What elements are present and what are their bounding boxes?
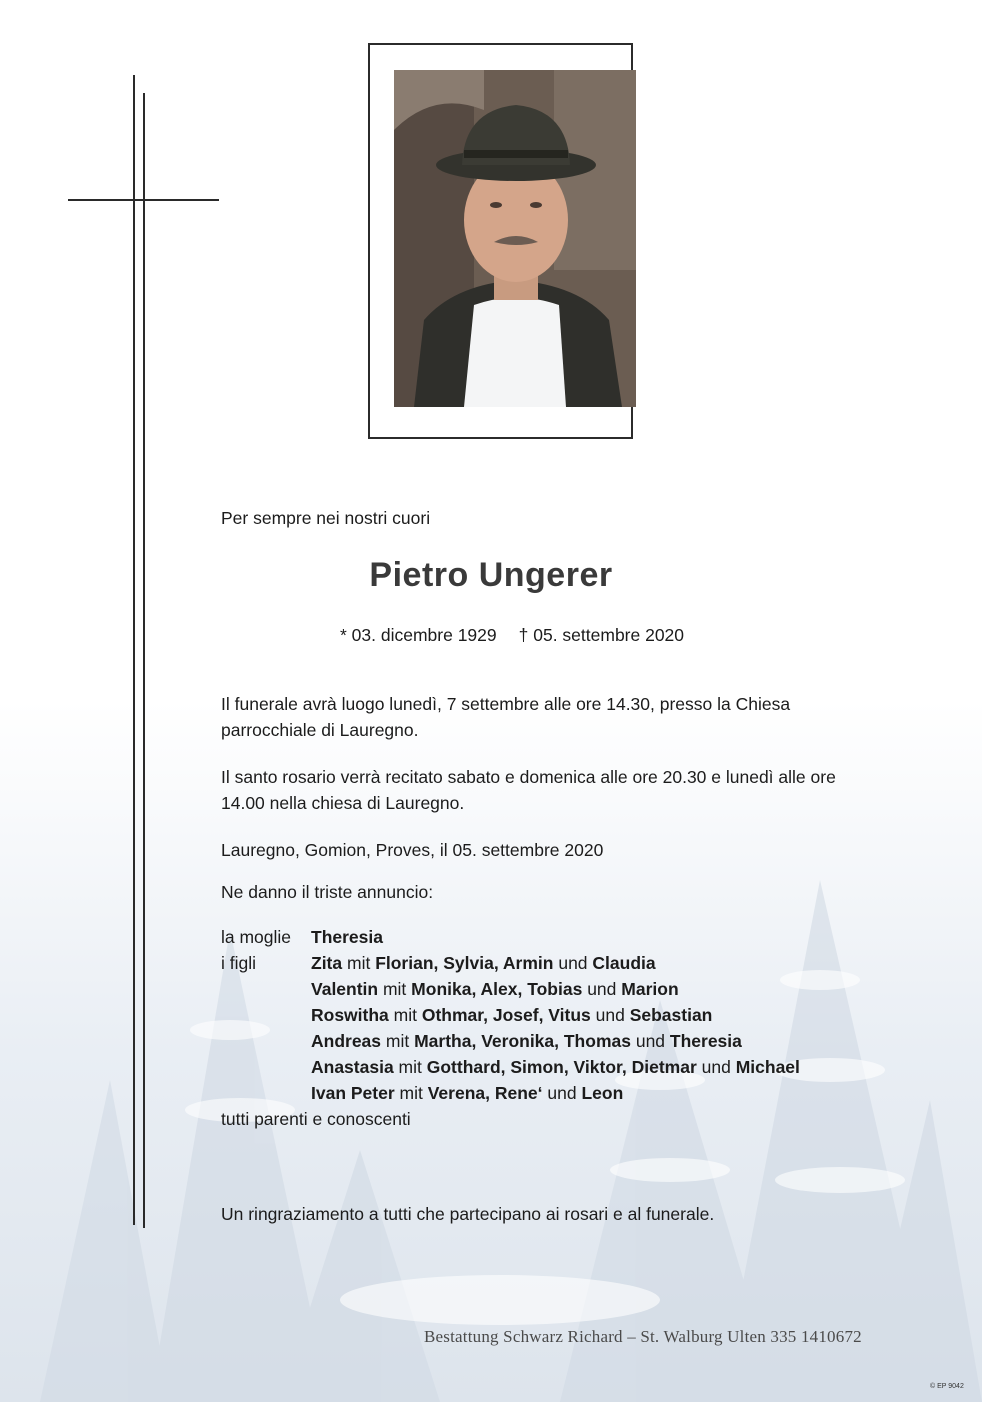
wife-name: Theresia: [311, 927, 383, 947]
children-label-spacer: [221, 1080, 311, 1106]
family-connector: mit: [394, 1083, 428, 1103]
family-name-bold: Monika, Alex, Tobias: [411, 979, 583, 999]
children-label: i figli: [221, 953, 257, 973]
birth-date: * 03. dicembre 1929: [340, 625, 497, 645]
family-connector: und: [542, 1083, 582, 1103]
children-label-spacer: [221, 1054, 311, 1080]
family-row-child: [221, 1080, 800, 1106]
family-name-bold: Zita: [311, 953, 343, 973]
family-name-bold: Claudia: [592, 953, 656, 973]
cross-vertical-line-inner: [143, 93, 145, 1228]
family-connector: mit: [388, 1005, 422, 1025]
rosary-paragraph: Il santo rosario verrà recitato sabato e domenica alle ore 20.30 e lunedì alle ore 14.00 nella chiesa di Lauregno.: [221, 767, 836, 813]
family-list: [221, 924, 800, 1132]
family-name-bold: Florian, Sylvia, Armin: [375, 953, 554, 973]
family-name-bold: Roswitha: [311, 1005, 389, 1025]
child-family-names: [311, 1002, 712, 1028]
memorial-motto: Per sempre nei nostri cuori: [221, 508, 431, 528]
family-name-bold: Theresia: [669, 1031, 742, 1051]
child-family-names: [311, 1054, 800, 1080]
family-connector: mit: [342, 953, 376, 973]
family-connector: und: [590, 1005, 630, 1025]
family-name-bold: Marion: [621, 979, 679, 999]
family-connector: und: [582, 979, 622, 999]
announcement-line: Ne danno il triste annuncio:: [221, 882, 434, 902]
child-family-names: [311, 1028, 742, 1054]
undertaker-footer: Bestattung Schwarz Richard – St. Walburg Ulten 335 1410672: [424, 1327, 862, 1346]
family-name-bold: Othmar, Josef, Vitus: [421, 1005, 591, 1025]
family-row-child: [221, 1054, 800, 1080]
family-connector: mit: [393, 1057, 427, 1077]
family-connector: mit: [378, 979, 412, 999]
family-name-bold: Michael: [735, 1057, 800, 1077]
cross-horizontal-line: [68, 199, 219, 201]
children-label-spacer: [221, 1028, 311, 1054]
family-name-bold: Andreas: [311, 1031, 382, 1051]
deceased-name: Pietro Ungerer: [369, 556, 613, 594]
family-row-child: [221, 976, 800, 1002]
family-name-bold: Leon: [581, 1083, 624, 1103]
family-row-child: [221, 1002, 800, 1028]
children-label-spacer: [221, 976, 311, 1002]
children-label-spacer: [221, 1002, 311, 1028]
portrait-photo: [394, 70, 636, 407]
child-family-names: [311, 1080, 623, 1106]
family-name-bold: Gotthard, Simon, Viktor, Dietmar: [426, 1057, 697, 1077]
portrait-frame: [368, 43, 633, 439]
family-name-bold: Ivan Peter: [311, 1083, 395, 1103]
place-and-date: Lauregno, Gomion, Proves, il 05. settembre 2020: [221, 840, 604, 860]
family-connector: und: [630, 1031, 670, 1051]
family-name-bold: Verena, Rene‘: [427, 1083, 543, 1103]
family-connector: und: [553, 953, 593, 973]
family-row-child: [221, 950, 800, 976]
family-name-bold: Valentin: [311, 979, 379, 999]
family-row-child: [221, 1028, 800, 1054]
child-family-names: [311, 976, 679, 1002]
family-name-bold: Sebastian: [629, 1005, 713, 1025]
thanks-line: Un ringraziamento a tutti che partecipano ai rosari e al funerale.: [221, 1204, 715, 1224]
print-code: © EP 9042: [930, 1383, 964, 1390]
funeral-paragraph: Il funerale avrà luogo lunedì, 7 settembre alle ore 14.30, presso la Chiesa parrocchiale di Lauregno.: [221, 694, 791, 740]
child-family-names: [311, 950, 656, 976]
family-name-bold: Martha, Veronika, Thomas: [414, 1031, 631, 1051]
death-date: † 05. settembre 2020: [518, 625, 685, 645]
relatives-text: tutti parenti e conoscenti: [221, 1109, 411, 1129]
cross-vertical-line: [133, 75, 135, 1225]
family-row-wife: [221, 924, 800, 950]
family-connector: und: [696, 1057, 736, 1077]
wife-label: la moglie: [221, 927, 292, 947]
life-dates: [340, 625, 684, 646]
relatives-row: [221, 1106, 800, 1132]
family-name-bold: Anastasia: [311, 1057, 394, 1077]
family-connector: mit: [381, 1031, 415, 1051]
